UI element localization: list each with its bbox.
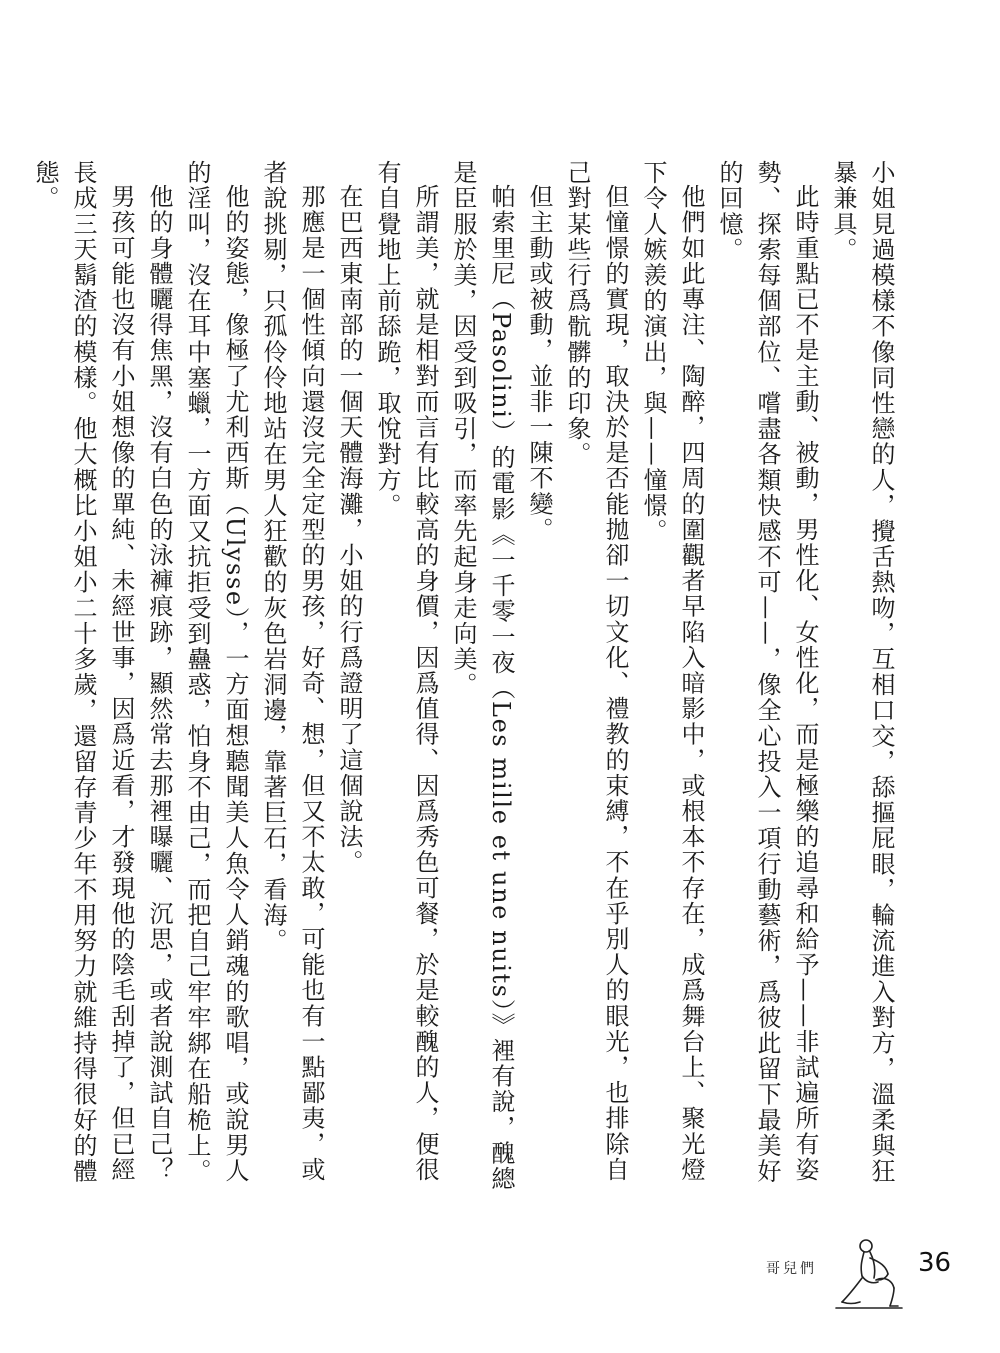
paragraph-10: 他的姿態，像極了尤利西斯（Ulysse），一方面想聽聞美人魚令人銷魂的歌唱，或說男人的淫叫，沒在耳中塞蠟，一方面又抗拒受到蠱惑，怕身不由己，而把自己牢牢綁在船桅上。 [183, 160, 249, 1184]
paragraph-12: 男孩可能也沒有小姐想像的單純、未經世事，因爲近看，才發現他的陰毛刮掉了，但已經長成三天鬍渣的模樣。他大概比小姐小二十多歲，還留存青少年不用努力就維持得很好的體態。 [31, 160, 135, 1184]
paragraph-3: 他們如此專注、陶醉，四周的圍觀者早陷入暗影中，或根本不存在，成爲舞台上、聚光燈下令人嫉羨的演出，與——憧憬。 [639, 160, 705, 1183]
paragraph-8: 在巴西東南部的一個天體海灘，小姐的行爲證明了這個說法。 [335, 184, 363, 876]
paragraph-7: 所謂美，就是相對而言有比較高的身價，因爲值得、因爲秀色可餐，於是較醜的人，便很有自覺地上前舔跪，取悅對方。 [373, 160, 439, 1183]
paragraph-5: 但主動或被動，並非一陳不變。 [525, 184, 553, 543]
page-footer [760, 1236, 980, 1326]
seated-figure-icon [832, 1236, 904, 1310]
paragraph-2: 此時重點已不是主動、被動，男性化、女性化，而是極樂的追尋和給予——非試遍所有姿勢、探索每個部位、嚐盡各類快感不可——，像全心投入一項行動藝術，爲彼此留下最美好的回憶。 [715, 160, 819, 1184]
paragraph-6: 帕索里尼（Pasolini）的電影《一千零一夜（Les mille et une nuits）》裡有說，醜總是臣服於美，因受到吸引，而率先起身走向美。 [449, 160, 515, 1192]
body-text [31, 160, 900, 1200]
paragraph-9: 那應是一個性傾向還沒完全定型的男孩，好奇、想，但又不太敢，可能也有一點鄙夷，或者說挑剔，只孤伶伶地站在男人狂歡的灰色岩洞邊，靠著巨石，看海。 [259, 160, 325, 1183]
page-number: 36 [918, 1248, 952, 1278]
paragraph-11: 他的身體曬得焦黑，沒有白色的泳褲痕跡，顯然常去那裡曝曬、沉思，或者說測試自己？ [145, 184, 173, 1183]
paragraph-4: 但憧憬的實現，取決於是否能拋卻一切文化、禮教的束縛，不在乎別人的眼光，也排除自己對某些行爲骯髒的印象。 [563, 160, 629, 1183]
paragraph-1: 小姐見過模樣不像同性戀的人，攪舌熱吻，互相口交，舔摳屁眼，輪流進入對方，溫柔與狂暴兼具。 [829, 160, 895, 1184]
book-title: 哥兒們 [766, 1261, 817, 1277]
